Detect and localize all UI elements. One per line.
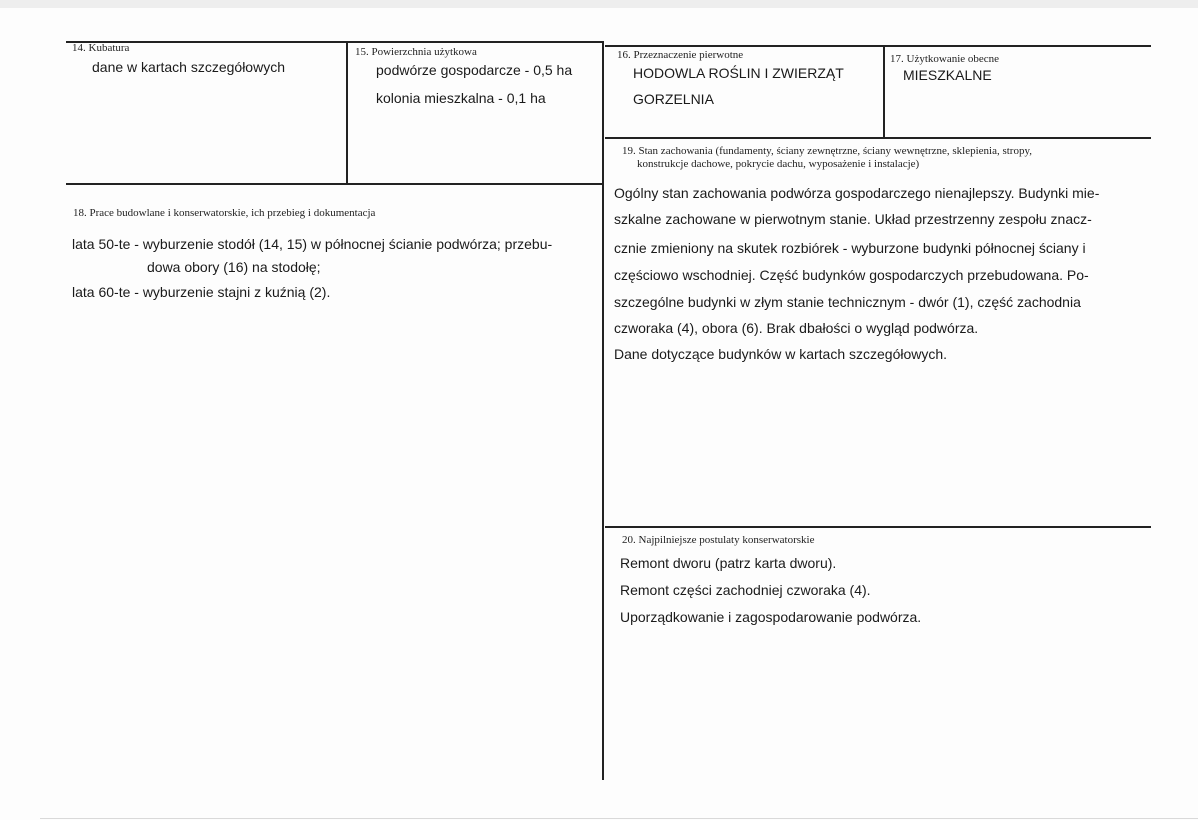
rule-above-18	[66, 183, 604, 185]
field-16-line-1: HODOWLA ROŚLIN I ZWIERZĄT	[633, 65, 844, 81]
scan-top-edge	[0, 0, 1198, 8]
field-15-line-1: podwórze gospodarcze - 0,5 ha	[376, 62, 573, 78]
main-vertical-divider	[602, 41, 604, 780]
top-rule-right	[605, 45, 1151, 47]
field-15-line-2: kolonia mieszkalna - 0,1 ha	[376, 90, 546, 106]
rule-above-19	[605, 137, 1151, 139]
field-14-value: dane w kartach szczegółowych	[92, 59, 285, 75]
field-19-line-4: częściowo wschodniej. Część budynków gospodarczych przebudowana. Po-	[614, 267, 1089, 283]
field-19-line-6: czworaka (4), obora (6). Brak dbałości o wygląd podwórza.	[614, 320, 979, 336]
field-17-label: 17. Użytkowanie obecne	[890, 53, 1000, 65]
field-15-label: 15. Powierzchnia użytkowa	[355, 46, 477, 58]
field-20-line-2: Remont części zachodniej czworaka (4).	[620, 582, 871, 598]
field-19-line-3: cznie zmieniony na skutek rozbiórek - wyburzone budynki północnej ściany i	[614, 240, 1086, 256]
field-19-label-line-1: 19. Stan zachowania (fundamenty, ściany zewnętrzne, ściany wewnętrzne, sklepienia, stropy,	[622, 145, 1033, 157]
field-19-line-5: szczególne budynki w złym stanie technicznym - dwór (1), część zachodnia	[614, 294, 1081, 310]
field-18-line-2: dowa obory (16) na stodołę;	[147, 259, 321, 275]
field-17-value: MIESZKALNE	[903, 67, 992, 83]
field-20-label: 20. Najpilniejsze postulaty konserwatorskie	[622, 534, 815, 546]
scan-bottom-edge	[40, 818, 1198, 819]
rule-above-20	[605, 526, 1151, 528]
field-16-label: 16. Przeznaczenie pierwotne	[617, 49, 744, 61]
field-19-line-1: Ogólny stan zachowania podwórza gospodarczego nienajlepszy. Budynki mie-	[614, 185, 1100, 201]
field-18-line-3: lata 60-te - wyburzenie stajni z kuźnią (2).	[72, 284, 331, 300]
field-19-label-line-2: konstrukcje dachowe, pokrycie dachu, wyposażenie i instalacje)	[637, 158, 920, 170]
divider-14-15	[346, 41, 348, 184]
field-18-line-1: lata 50-te - wyburzenie stodół (14, 15) w północnej ścianie podwórza; przebu-	[72, 236, 553, 252]
field-14-label: 14. Kubatura	[72, 42, 130, 54]
field-19-line-7: Dane dotyczące budynków w kartach szczegółowych.	[614, 346, 948, 362]
top-rule-left	[66, 41, 604, 43]
field-19-line-2: szkalne zachowane w pierwotnym stanie. Układ przestrzenny zespołu znacz-	[614, 211, 1092, 227]
field-20-line-3: Uporządkowanie i zagospodarowanie podwórza.	[620, 609, 922, 625]
field-18-label: 18. Prace budowlane i konserwatorskie, ich przebieg i dokumentacja	[73, 207, 376, 219]
divider-16-17	[883, 45, 885, 138]
field-16-line-2: GORZELNIA	[633, 91, 714, 107]
field-20-line-1: Remont dworu (patrz karta dworu).	[620, 555, 837, 571]
